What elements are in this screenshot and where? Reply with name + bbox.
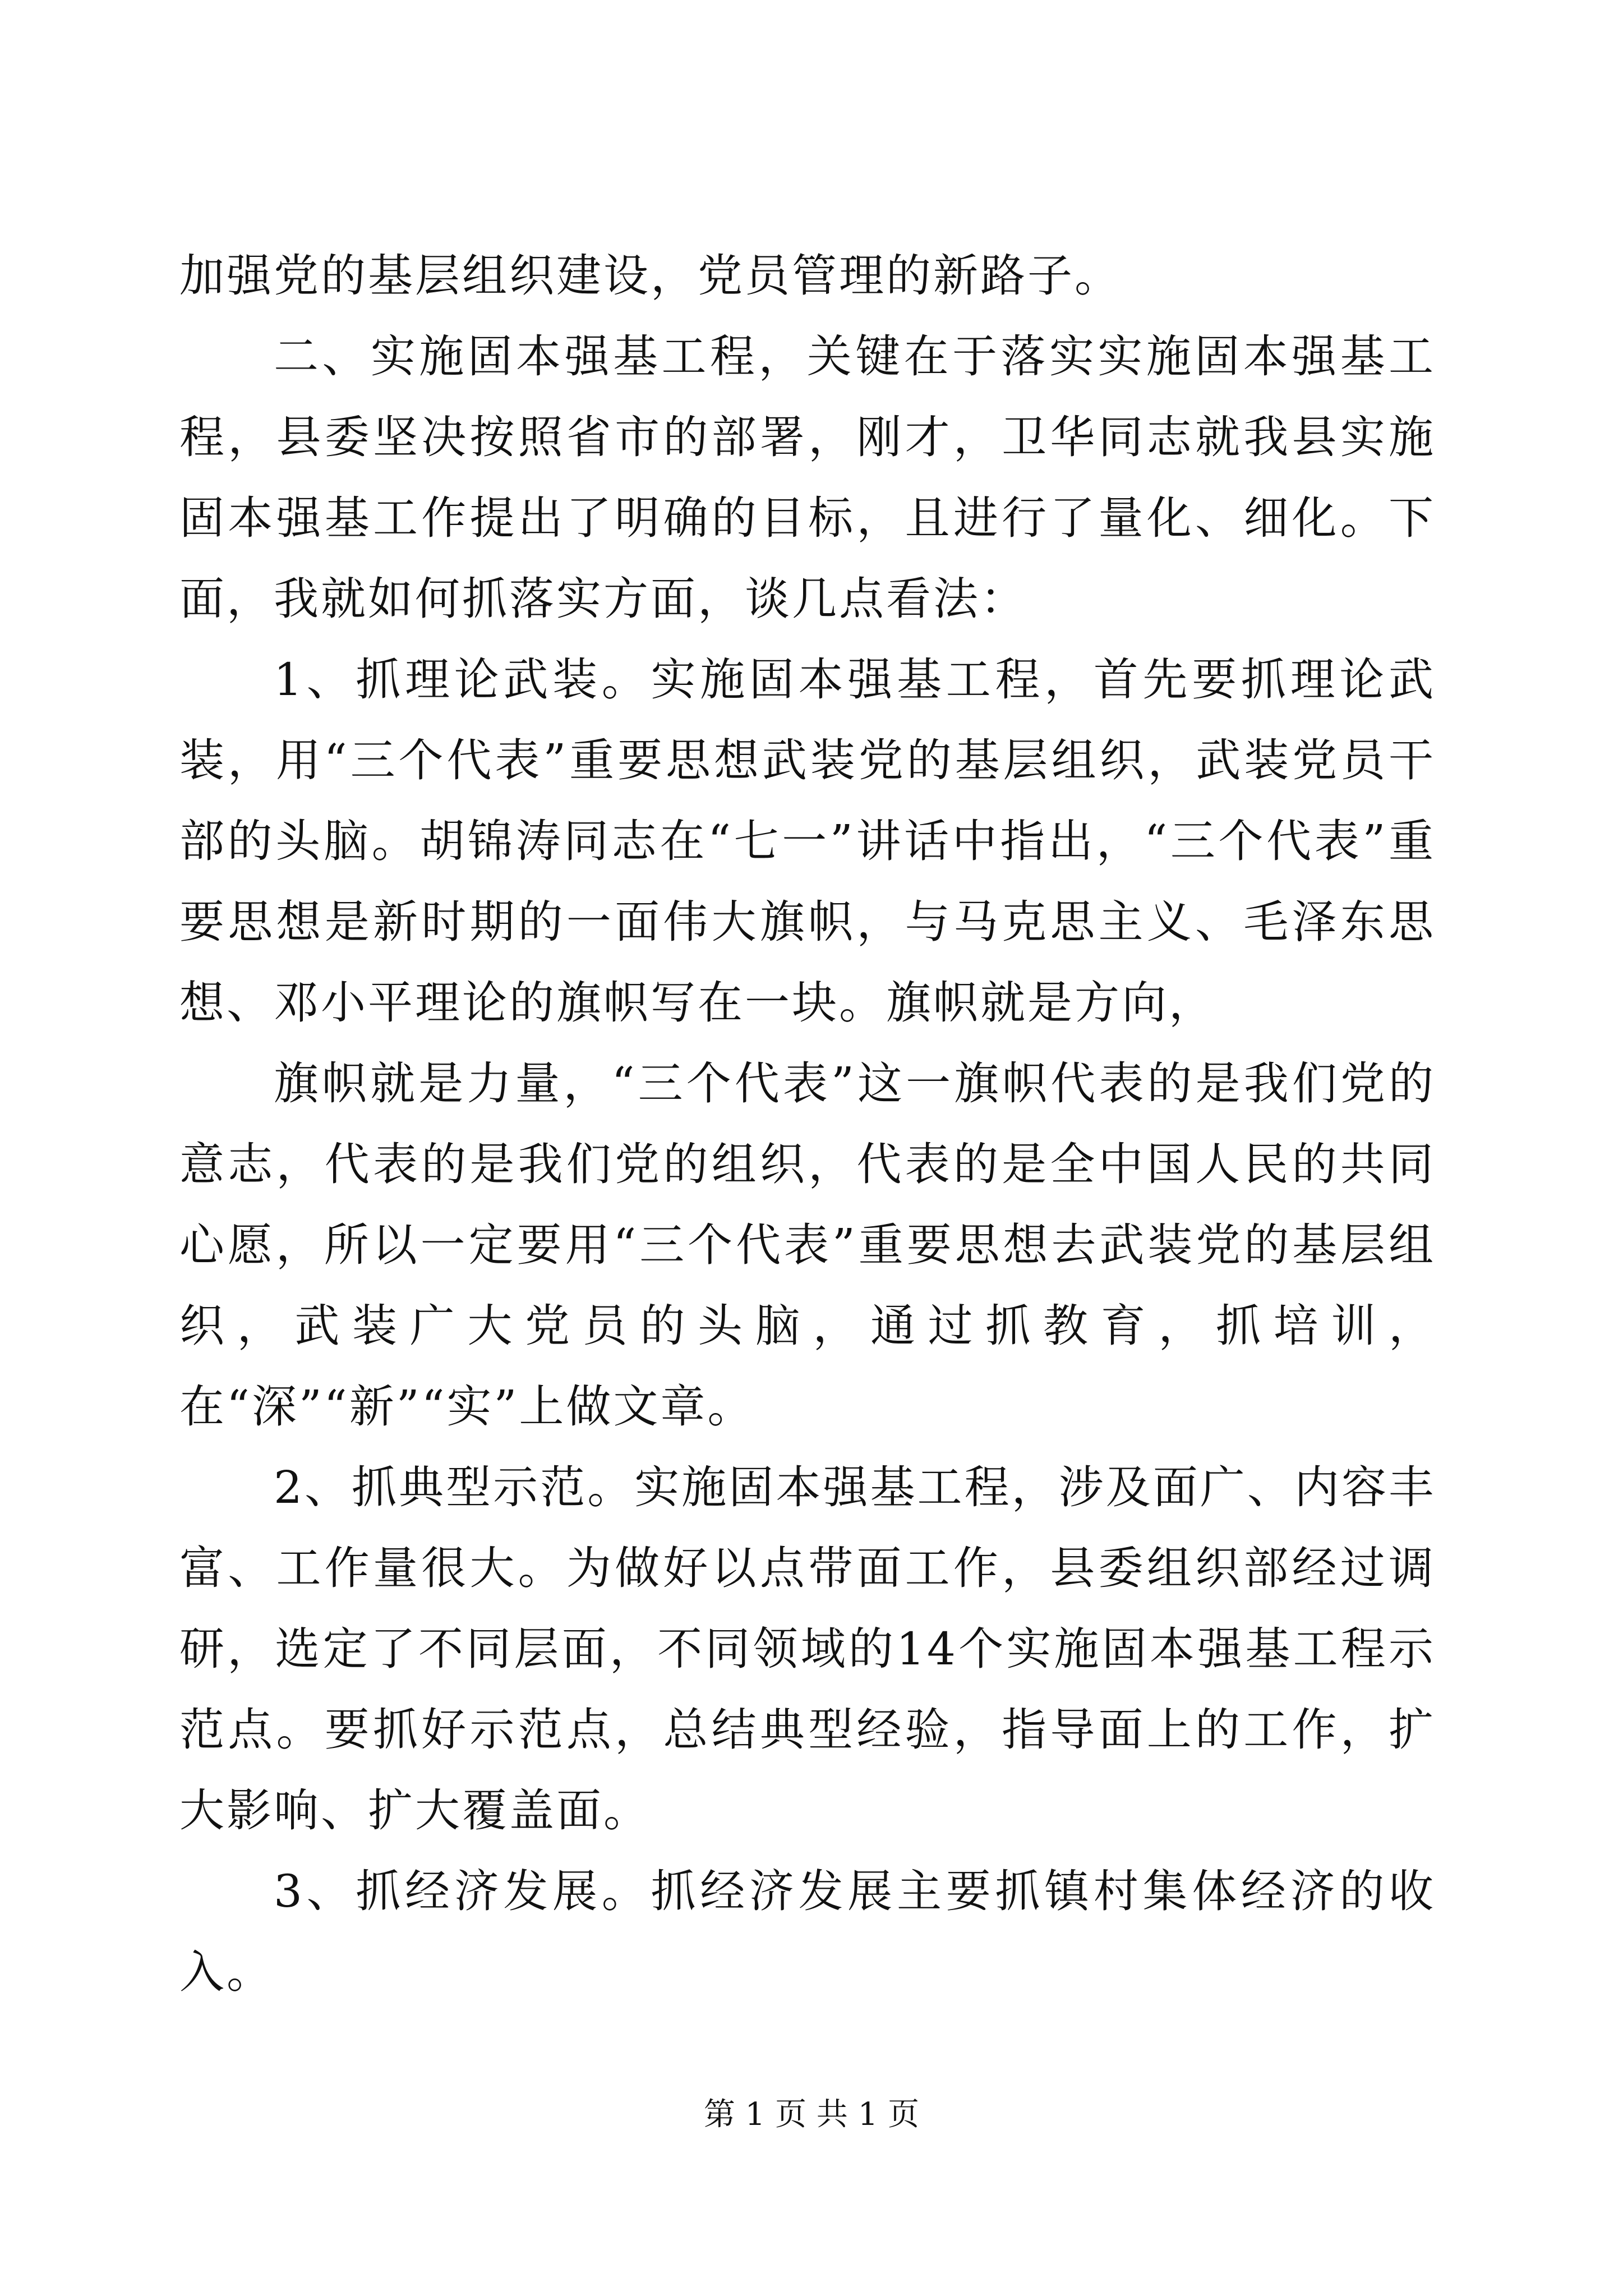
paragraph-item-three: 3、抓经济发展。抓经济发展主要抓镇村集体经济的收入。 (179, 1865, 1436, 1998)
document-body (179, 236, 1436, 2013)
paragraph-item-one-continued: 旗帜就是力量，“三个代表”这一旗帜代表的是我们党的意志，代表的是我们党的组织，代表的是全中国人民的共同心愿，所以一定要用“三个代表”重要思想去武装党的基层组织，武装广大党员的头脑，通过抓教育，抓培训，在“深”“新”“实”上做文章。 (179, 1057, 1436, 1433)
paragraph-section-two: 二、实施固本强基工程，关键在于落实实施固本强基工程，县委坚决按照省市的部署，刚才，卫华同志就我县实施固本强基工作提出了明确的目标，且进行了量化、细化。下面，我就如何抓落实方面，谈几点看法： (179, 330, 1436, 625)
page-number-footer: 第 1 页 共 1 页 (703, 2096, 920, 2133)
paragraph-continuation: 加强党的基层组织建设，党员管理的新路子。 (179, 250, 1122, 302)
paragraph-item-one: 1、抓理论武装。实施固本强基工程，首先要抓理论武装，用“三个代表”重要思想武装党的基层组织，武装党员干部的头脑。胡锦涛同志在“七一”讲话中指出，“三个代表”重要思想是新时期的一面伟大旗帜，与马克思主义、毛泽东思想、邓小平理论的旗帜写在一块。旗帜就是方向， (179, 654, 1436, 1029)
paragraph-item-two: 2、抓典型示范。实施固本强基工程，涉及面广、内容丰富、工作量很大。为做好以点带面工作，县委组织部经过调研，选定了不同层面，不同领域的14个实施固本强基工程示范点。要抓好示范点，总结典型经验，指导面上的工作，扩大影响、扩大覆盖面。 (179, 1461, 1436, 1837)
